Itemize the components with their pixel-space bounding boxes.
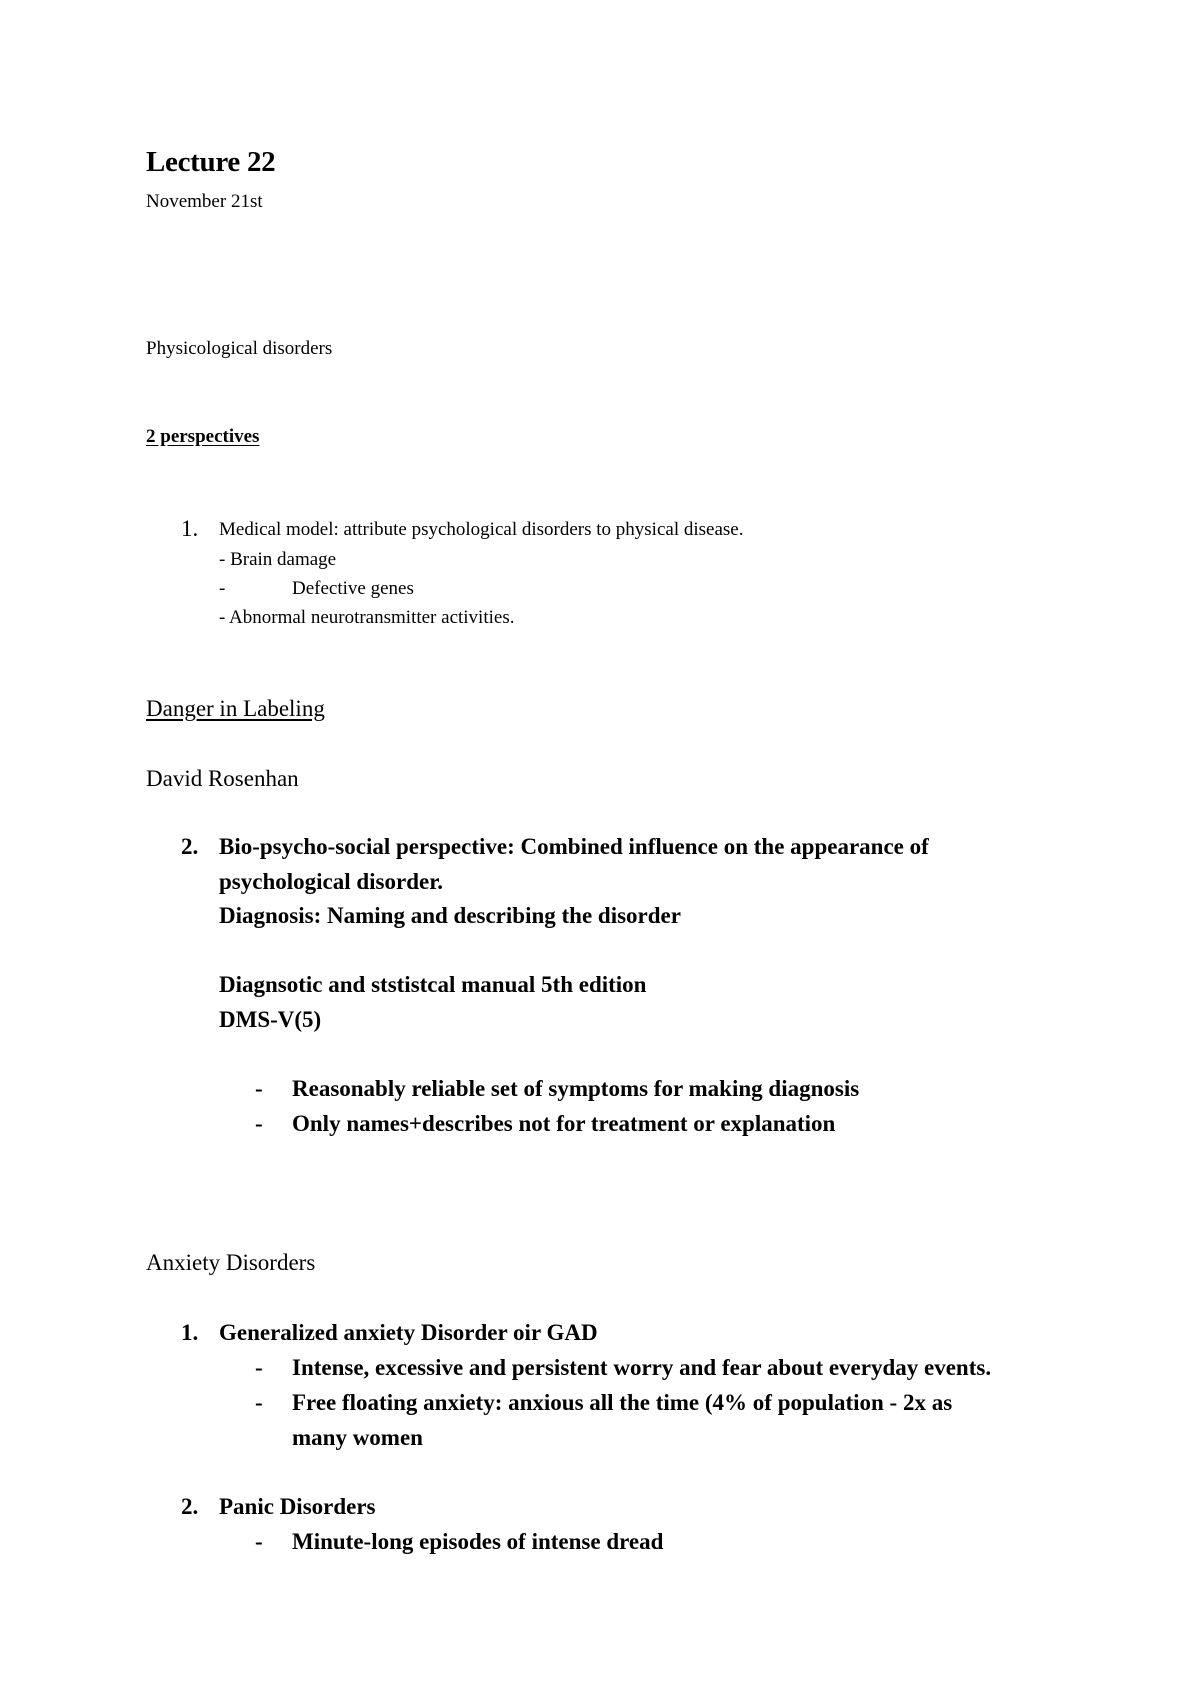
bullet-item: - Abnormal neurotransmitter activities. <box>219 607 515 628</box>
lecture-date: November 21st <box>146 191 263 212</box>
list-item-line: psychological disorder. <box>219 869 444 894</box>
bullet-dash: - <box>255 1355 263 1380</box>
bullet-item: - Brain damage <box>219 549 337 570</box>
section-heading-physicological: Physicological disorders <box>146 338 333 359</box>
bullet-item: Minute-long episodes of intense dread <box>292 1529 664 1554</box>
list-item-line: Bio-psycho-social perspective: Combined influence on the appearance of <box>219 834 929 859</box>
list-item-text: Panic Disorders <box>219 1494 376 1519</box>
manual-line: Diagnsotic and ststistcal manual 5th edition <box>219 972 647 997</box>
list-number: 2. <box>181 1494 199 1519</box>
manual-line: DMS-V(5) <box>219 1007 322 1032</box>
list-number: 1. <box>181 1320 199 1345</box>
person-name: David Rosenhan <box>146 766 299 791</box>
list-number: 2. <box>181 834 199 859</box>
bullet-item: Free floating anxiety: anxious all the time (4% of population - 2x as <box>292 1390 953 1415</box>
section-subheading-perspectives: 2 perspectives <box>146 426 260 447</box>
bullet-continuation: many women <box>292 1425 423 1450</box>
page-title: Lecture 22 <box>146 146 276 178</box>
bullet-item: Intense, excessive and persistent worry and fear about everyday events. <box>292 1355 992 1380</box>
bullet-item: Reasonably reliable set of symptoms for making diagnosis <box>292 1076 860 1101</box>
list-number: 1. <box>181 516 199 541</box>
bullet-item: Only names+describes not for treatment or explanation <box>292 1111 836 1136</box>
bullet-dash: - <box>219 578 226 599</box>
section-heading-labeling: Danger in Labeling <box>146 696 325 721</box>
section-heading-anxiety: Anxiety Disorders <box>146 1250 316 1275</box>
bullet-dash: - <box>255 1111 263 1136</box>
bullet-dash: - <box>255 1076 263 1101</box>
bullet-item: Defective genes <box>292 578 414 599</box>
list-item-line: Diagnosis: Naming and describing the disorder <box>219 903 681 928</box>
list-item-text: Medical model: attribute psychological disorders to physical disease. <box>219 519 744 540</box>
list-item-text: Generalized anxiety Disorder oir GAD <box>219 1320 598 1345</box>
bullet-dash: - <box>255 1529 263 1554</box>
bullet-dash: - <box>255 1390 263 1415</box>
